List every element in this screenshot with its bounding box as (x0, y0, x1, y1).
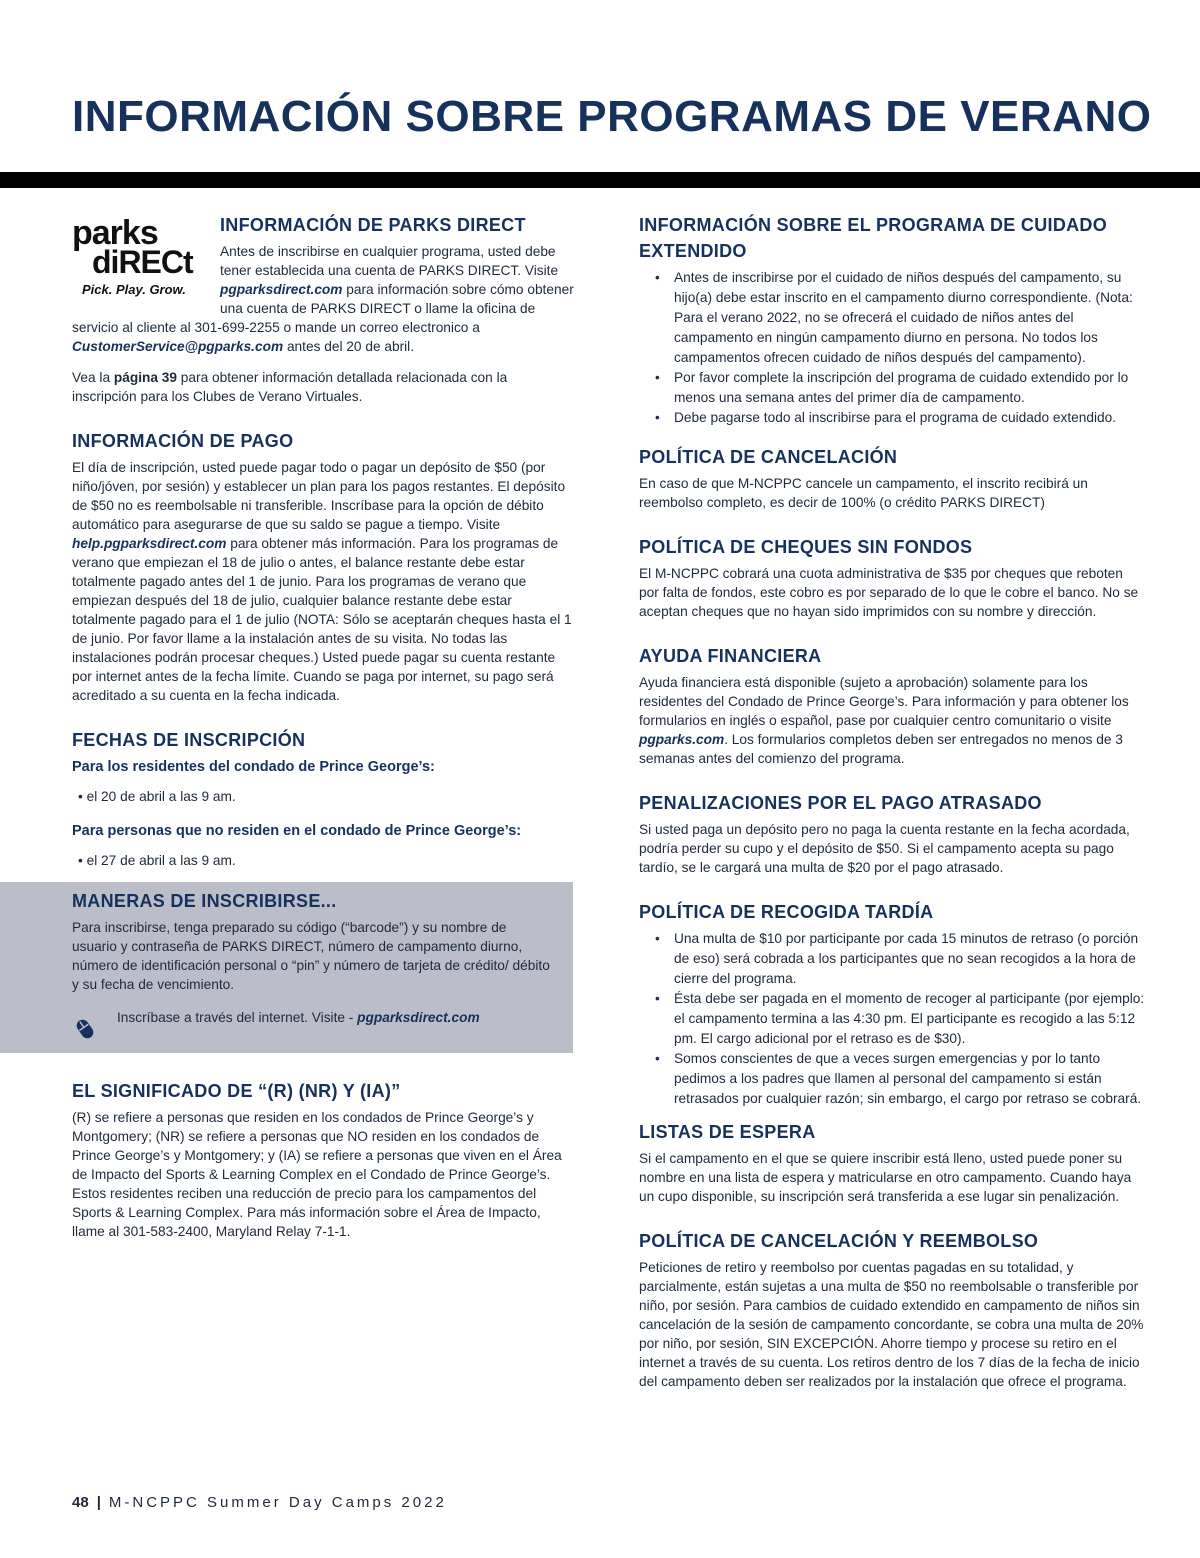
late-pickup-item: • Ésta debe ser pagada en el momento de recoger al participante (por ejemplo: el campamento termina a las 4:30 pm. El participante es recogido a las 5:12 pm. El cargo adicional por el retraso es de $30). (655, 989, 1145, 1049)
page-footer: 48 | M-NCPPC Summer Day Camps 2022 (72, 1494, 447, 1511)
payment-heading: INFORMACIÓN DE PAGO (72, 431, 294, 451)
financial-aid-text: Ayuda financiera está disponible (sujeto a aprobación) solamente para los residentes del Condado de Prince George’s. Para información y para obtener los formularios en inglés o español, pase por cualquier centro comunitario o visite pgparks.com. Los formularios completos deben ser entregados no menos de 3 semanas antes del comienzo del programa. (639, 675, 1129, 766)
web-register-text: Inscríbase a través del internet. Visite - pgparksdirect.com (117, 1010, 480, 1025)
checks-text: El M-NCPPC cobrará una cuota administrativa de $35 por cheques que reboten por falta de fondos, este cobro es por separado de lo que le cobre el banco. No se aceptan cheques que no hayan sido imprimidos con su nombre y dirección. (639, 566, 1139, 619)
pgparks-link[interactable]: pgparks.com (639, 732, 725, 747)
ways-to-register-box (0, 882, 573, 1053)
page-title: INFORMACIÓN SOBRE PROGRAMAS DE VERANO (72, 92, 1152, 141)
checks-heading: POLÍTICA DE CHEQUES SIN FONDOS (639, 537, 973, 557)
right-column (639, 212, 1145, 1413)
meaning-text: (R) se refiere a personas que residen en los condados de Prince George’s y Montgomery; (NR) se refiere a personas que NO residen en los condados de Prince George’s y Montgomery; y (IA) se refiere a personas que viven en el Área de Impacto del Sports & Learning Complex en el Condado de Prince George’s. Estos residentes reciben una reducción de precio para los campamentos del Sports & Learning Complex. Para más información sobre el Área de Impacto, llame al 301-583-2400, Maryland Relay 7-1-1. (72, 1110, 562, 1239)
left-column (72, 212, 574, 885)
registration-dates-section (72, 727, 574, 871)
residents-date: • el 20 de abril a las 9 am. (78, 789, 236, 804)
cancellation-heading: POLÍTICA DE CANCELACIÓN (639, 447, 898, 467)
extended-care-item: • Antes de inscribirse por el cuidado de niños después del campamento, su hijo(a) debe estar inscrito en el campamento diurno correspondiente. (Nota: Para el verano 2022, no se ofrecerá el cuidado de niños antes del campamento en ningún campamento diurno en persona. No todos los campamentos ofrecen cuidado de niños después del campamento). (655, 268, 1145, 368)
title-divider-bar (0, 172, 1200, 188)
extended-care-section (639, 212, 1145, 428)
web-register-link[interactable]: pgparksdirect.com (357, 1010, 480, 1025)
late-payment-text: Si usted paga un depósito pero no paga la cuenta restante en la fecha acordada, podría perder su cupo y el depósito de $50. Si el campamento acepta su pago tardío, se le cargará una multa de $20 por el pago atrasado. (639, 822, 1130, 875)
late-pickup-item: • Una multa de $10 por participante por cada 15 minutos de retraso (o porción de eso) será cobrada a los participantes que no sean recogidos a la hora de cierre del programa. (655, 929, 1145, 989)
financial-aid-heading: AYUDA FINANCIERA (639, 646, 822, 666)
web-register-row (72, 1008, 552, 1042)
refund-text: Peticiones de retiro y reembolso por cuentas pagadas en su totalidad, y parcialmente, están sujetas a una multa de $50 no reembolsable o transferible por niño, por sesión. Para cambios de cuidado extendido en campamento de niños sin cancelación de la sesión de campamento concordante, se cobra una multa de 20% por niño, por sesión, SIN EXCEPCIÓN. Ahorre tiempo y procese su retiro en el internet a través de su cuenta. Los retiros dentro de los 7 días de la fecha de inicio del campamento deben ser realizados por la instalación que ofrece el programa. (639, 1260, 1144, 1389)
registration-dates-heading: FECHAS DE INSCRIPCIÓN (72, 730, 306, 750)
extended-care-item: • Debe pagarse todo al inscribirse para el programa de cuidado extendido. (655, 408, 1145, 428)
meaning-heading: EL SIGNIFICADO DE “(R) (NR) Y (IA)” (72, 1081, 401, 1101)
payment-text: El día de inscripción, usted puede pagar todo o pagar un depósito de $50 (por niño/jóven, por sesión) y establecer un plan para los pagos restantes. El depósito de $50 no es reembolsable ni transferible. Inscríbase para la opción de débito automático para asegurarse de que su saldo se pague a tiempo. Visite help.pgparksdirect.com para obtener más información. Para los programas de verano que empiezan el 18 de julio o antes, el balance restante debe estar totalmente pagado antes del 1 de junio. Para los programas de verano que empiezan después del 18 de julio, cualquier balance restante debe estar totalmente pagado para el 1 de julio (NOTA: Sólo se aceptarán cheques hasta el 1 de junio. Por favor llame a la instalación antes de su visita. No todas las instalaciones podrán procesar cheques.) Usted puede pagar su cuenta restante por internet antes de la fecha límite. Cuando se paga por internet, su pago será acreditado a su cuenta en la fecha indicada. (72, 460, 572, 703)
extended-care-heading: INFORMACIÓN SOBRE EL PROGRAMA DE CUIDADO EXTENDIDO (639, 215, 1108, 261)
refund-heading: POLÍTICA DE CANCELACIÓN Y REEMBOLSO (639, 1231, 1039, 1251)
late-pickup-item: • Somos conscientes de que a veces surgen emergencias y por lo tanto pedimos a los padres que llamen al personal del campamento si están retrasados por cualquier razón; sin embargo, el cargo por retraso se cobrará. (655, 1049, 1145, 1109)
cancellation-text: En caso de que M-NCPPC cancele un campamento, el inscrito recibirá un reembolso completo, es decir de 100% (o crédito PARKS DIRECT) (639, 476, 1088, 510)
help-pgparksdirect-link[interactable]: help.pgparksdirect.com (72, 536, 227, 551)
computer-mouse-icon (72, 1016, 98, 1042)
pgparksdirect-link[interactable]: pgparksdirect.com (220, 282, 343, 297)
meaning-section (72, 1078, 574, 1241)
extended-care-item: • Por favor complete la inscripción del programa de cuidado extendido por lo menos una semana antes del primer día de campamento. (655, 368, 1145, 408)
parks-direct-section (72, 212, 574, 406)
checks-section (639, 534, 1145, 621)
ways-heading: MANERAS DE INSCRIBIRSE... (72, 891, 337, 911)
waitlist-text: Si el campamento en el que se quiere inscribir está lleno, usted puede poner su nombre en una lista de espera y matricularse en otro campamento. Cuando haya un cupo disponible, su inscripción será transferida a ese lugar sin penalización. (639, 1151, 1132, 1204)
nonresidents-date: • el 27 de abril a las 9 am. (78, 853, 236, 868)
refund-section (639, 1228, 1145, 1391)
cancellation-section (639, 444, 1145, 512)
parks-direct-heading: INFORMACIÓN DE PARKS DIRECT (220, 215, 526, 235)
late-pickup-heading: POLÍTICA DE RECOGIDA TARDÍA (639, 902, 934, 922)
waitlist-heading: LISTAS DE ESPERA (639, 1122, 816, 1142)
page-number: 48 (72, 1494, 89, 1511)
ways-text: Para inscribirse, tenga preparado su código (“barcode”) y su nombre de usuario y contraseña de PARKS DIRECT, número de campamento diurno, número de identificación personal o “pin” y número de tarjeta de crédito/ débito y su fecha de vencimiento. (72, 920, 550, 992)
virtual-clubs-note: Vea la página 39 para obtener información detallada relacionada con la inscripción para los Clubes de Verano Virtuales. (72, 370, 508, 404)
parks-direct-logo: parks diRECt Pick. Play. Grow. (72, 214, 193, 297)
late-payment-section (639, 790, 1145, 877)
parks-direct-text: Antes de inscribirse en cualquier programa, usted debe tener establecida una cuenta de PARKS DIRECT. Visite pgparksdirect.com para información sobre cómo obtener una cuenta de PARKS DIRECT o llame la oficina de servicio al cliente al 301-699-2255 o mande un correo electronico a CustomerService@pgparks.com antes del 20 de abril. (72, 244, 574, 354)
payment-section (72, 428, 574, 705)
customer-service-email-link[interactable]: CustomerService@pgparks.com (72, 339, 284, 354)
late-pickup-section (639, 899, 1145, 1109)
waitlist-section (639, 1119, 1145, 1206)
residents-label: Para los residentes del condado de Prince George’s: (72, 759, 435, 775)
publication-name: M-NCPPC Summer Day Camps 2022 (108, 1494, 447, 1511)
late-payment-heading: PENALIZACIONES POR EL PAGO ATRASADO (639, 793, 1042, 813)
financial-aid-section (639, 643, 1145, 768)
nonresidents-label: Para personas que no residen en el condado de Prince George’s: (72, 823, 522, 839)
